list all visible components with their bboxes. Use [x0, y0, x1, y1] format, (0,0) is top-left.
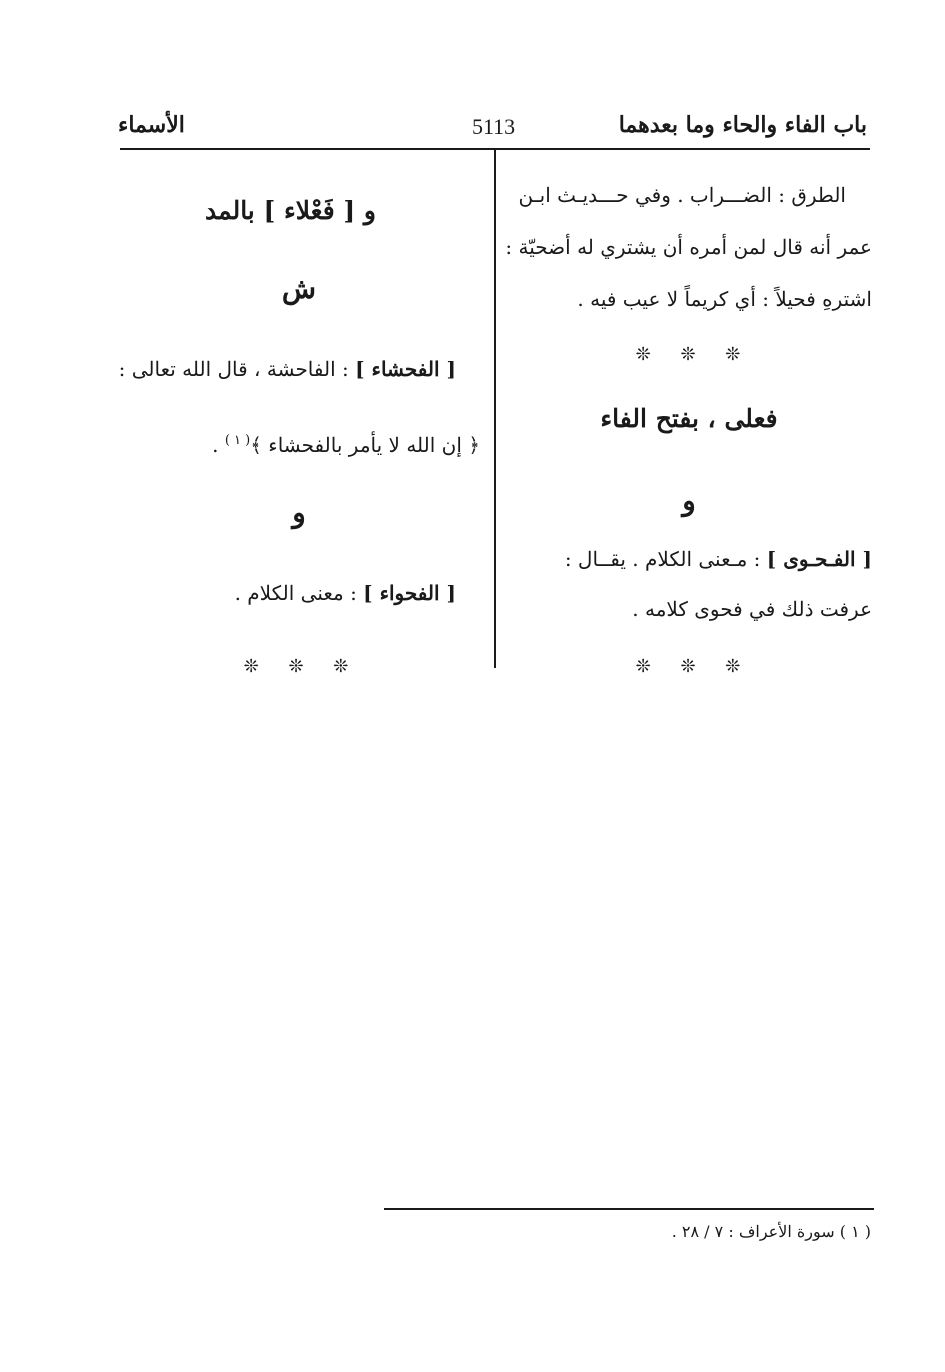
text-line: اشترهِ فحيلاً : أي كريماً لا عيب فيه .: [577, 287, 872, 311]
entry-term: [ الفحواء ]: [363, 581, 456, 605]
text-line: عرفت ذلك في فحوى كلامه .: [632, 597, 872, 621]
column-divider: [494, 150, 496, 668]
entry-text: : الفاحشة ، قال الله تعالى :: [118, 357, 349, 381]
text-line: عمر أنه قال لمن أمره أن يشتري له أضحيّة :: [505, 235, 872, 259]
period: .: [212, 433, 219, 457]
footnote-rule: [384, 1208, 874, 1210]
entry-term: [ الفـحـوى ]: [766, 547, 872, 571]
section-heading: و [ فَعْلاء ] بالمد: [205, 196, 376, 225]
entry-line: [119, 354, 456, 384]
page-number: 5113: [472, 114, 516, 139]
quran-quote: ﴿ إن الله لا يأمر بالفحشاء ﴾: [250, 433, 480, 457]
letter-heading: و: [682, 484, 696, 517]
entry-line: [235, 578, 456, 608]
letter-heading: و: [292, 496, 306, 529]
separator-stars: ❊ ❊ ❊: [635, 344, 753, 365]
letter-heading: ش: [281, 272, 317, 305]
section-heading: فعلى ، بفتح الفاء: [600, 404, 778, 433]
chapter-title: باب الفاء والحاء وما بعدهما: [618, 112, 867, 138]
separator-stars: ❊ ❊ ❊: [243, 656, 361, 677]
separator-stars: ❊ ❊ ❊: [635, 656, 753, 677]
entry-line: [565, 544, 872, 574]
entry-term: [ الفحشاء ]: [355, 357, 456, 381]
footnote: ( ١ ) سورة الأعراف : ٧ / ٢٨ .: [671, 1222, 871, 1241]
entry-text: : معنى الكلام .: [234, 581, 357, 605]
quran-quote-line: [212, 426, 480, 460]
text-line: الطرق : الضـــراب . وفي حـــديـث ابـن: [518, 183, 846, 207]
entry-text: : مـعنى الكلام . يقــال :: [564, 547, 761, 571]
section-title: الأسماء: [118, 112, 185, 138]
footnote-marker: ( ١ ): [224, 433, 251, 448]
